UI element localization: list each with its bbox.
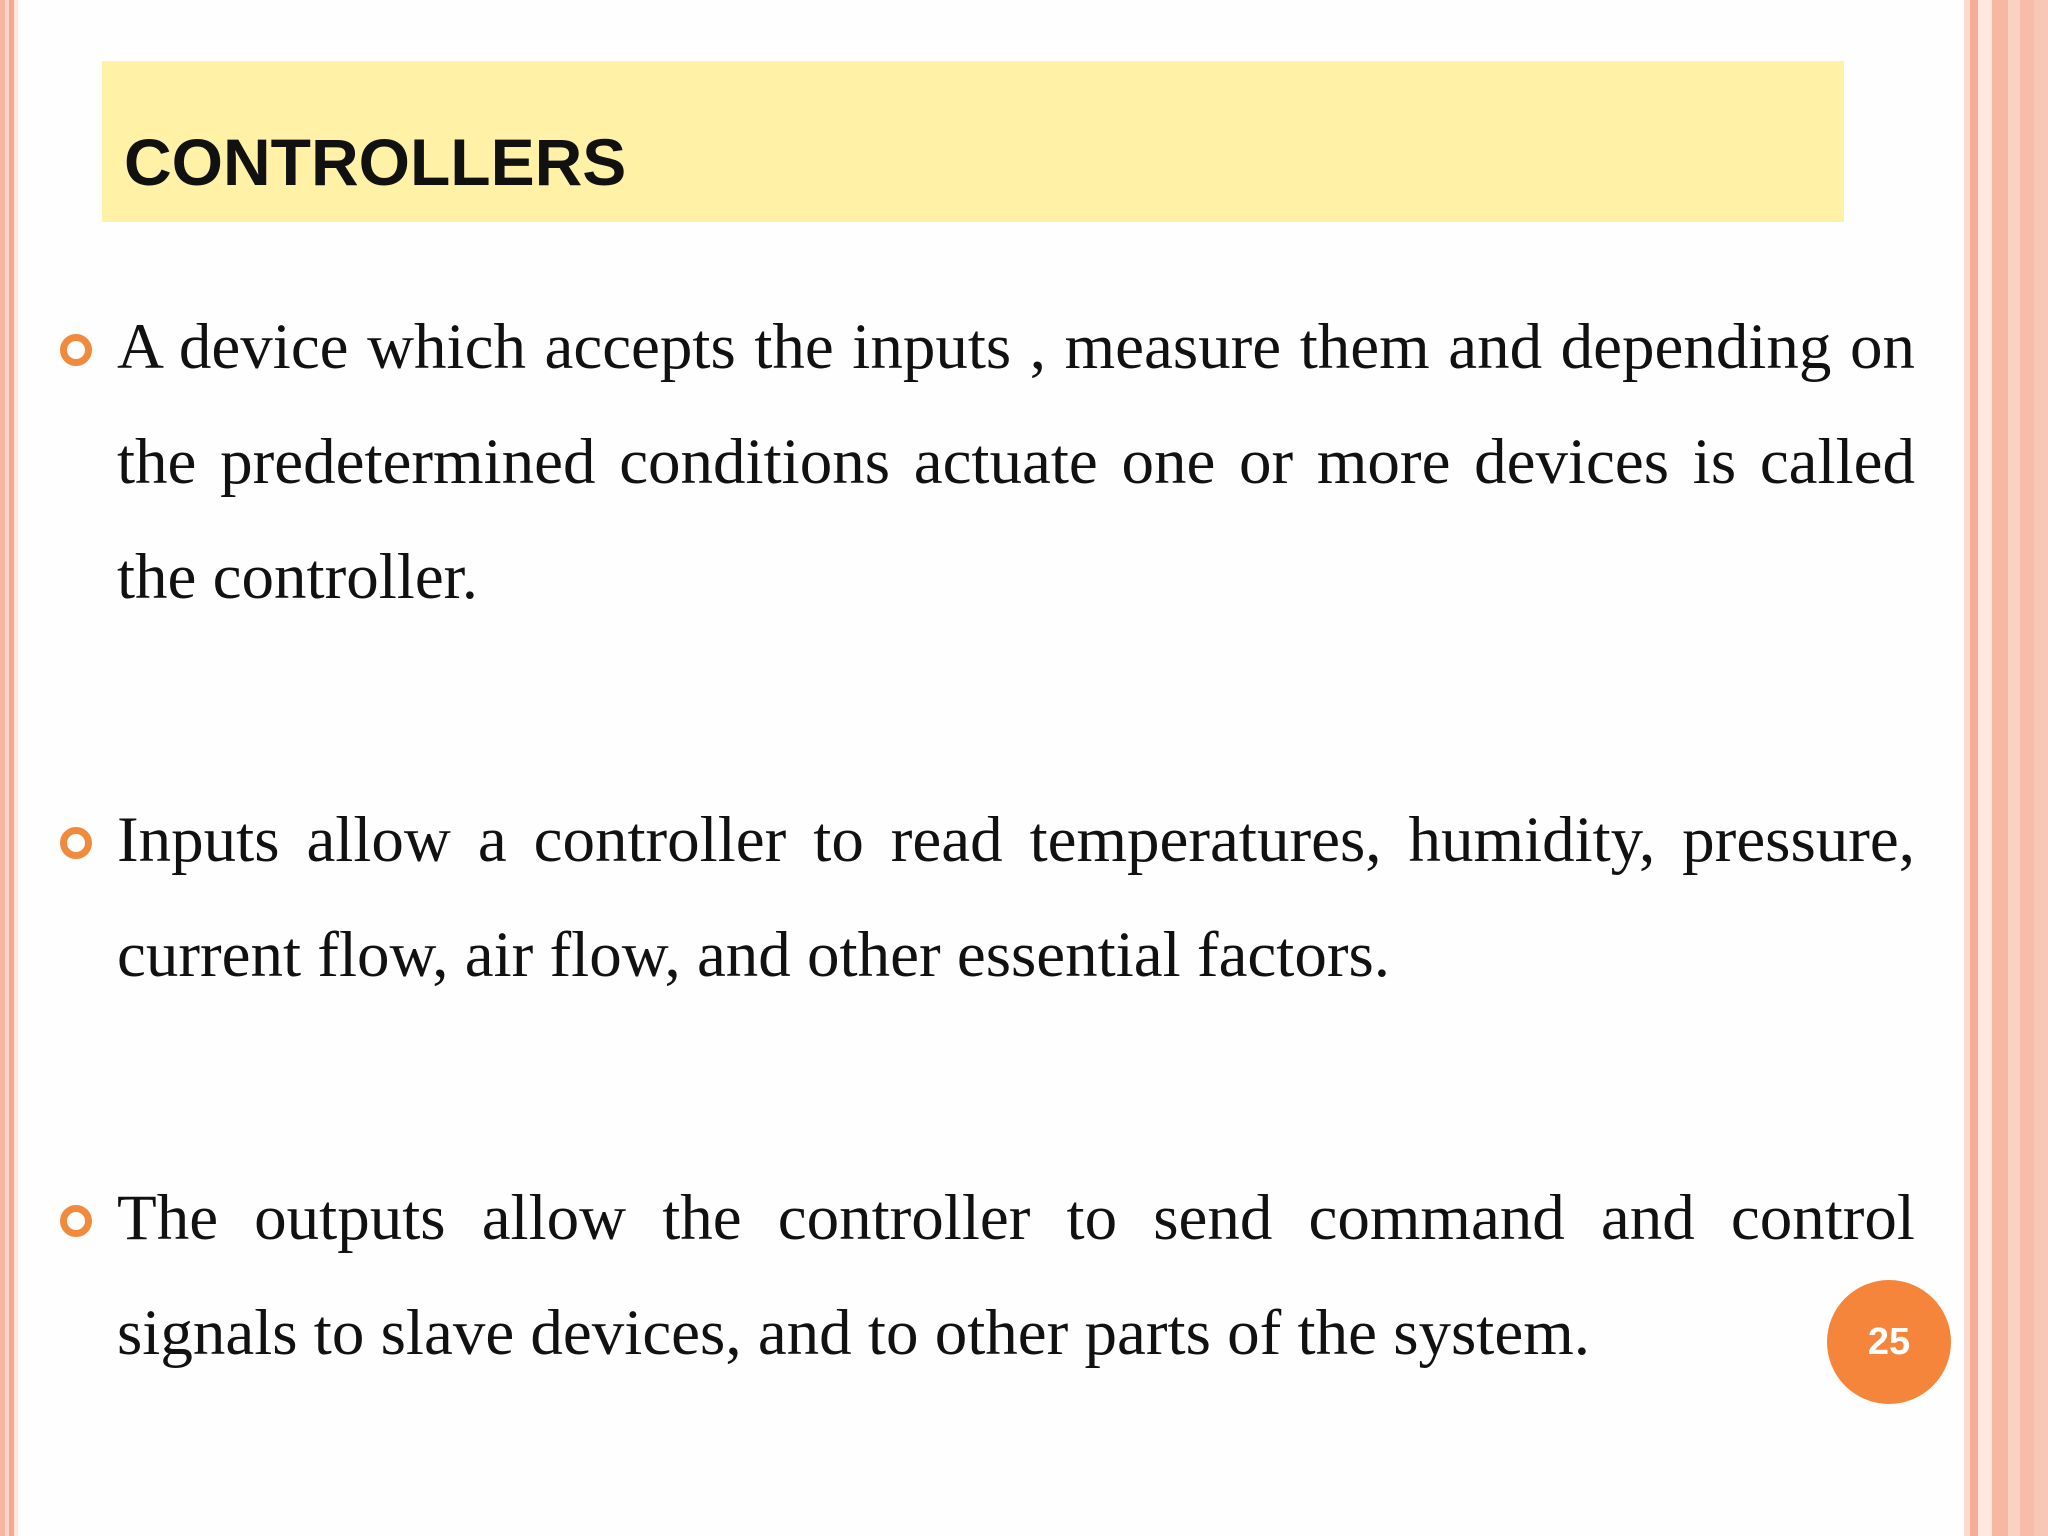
bullet-text: A device which accepts the inputs , measure them and depending on the predetermined conditions actuate one or more devices is called the controller. bbox=[117, 311, 1915, 613]
slide-title: CONTROLLERS bbox=[124, 125, 627, 199]
title-bar bbox=[102, 61, 1844, 222]
bullet-text: Inputs allow a controller to read temperatures, humidity, pressure, current flow, air flow, and other essential factors. bbox=[117, 804, 1915, 991]
page-number-badge bbox=[1827, 1280, 1951, 1404]
ring-bullet-icon bbox=[60, 334, 92, 366]
right-border-decoration bbox=[1964, 0, 2048, 1536]
bullet-text: The outputs allow the controller to send command and control signals to slave devices, and to other parts of the system. bbox=[117, 1182, 1915, 1369]
page-number: 25 bbox=[1867, 1320, 1911, 1363]
ring-bullet-icon bbox=[60, 1205, 92, 1237]
left-border-decoration bbox=[0, 0, 18, 1536]
ring-bullet-icon bbox=[60, 827, 92, 859]
